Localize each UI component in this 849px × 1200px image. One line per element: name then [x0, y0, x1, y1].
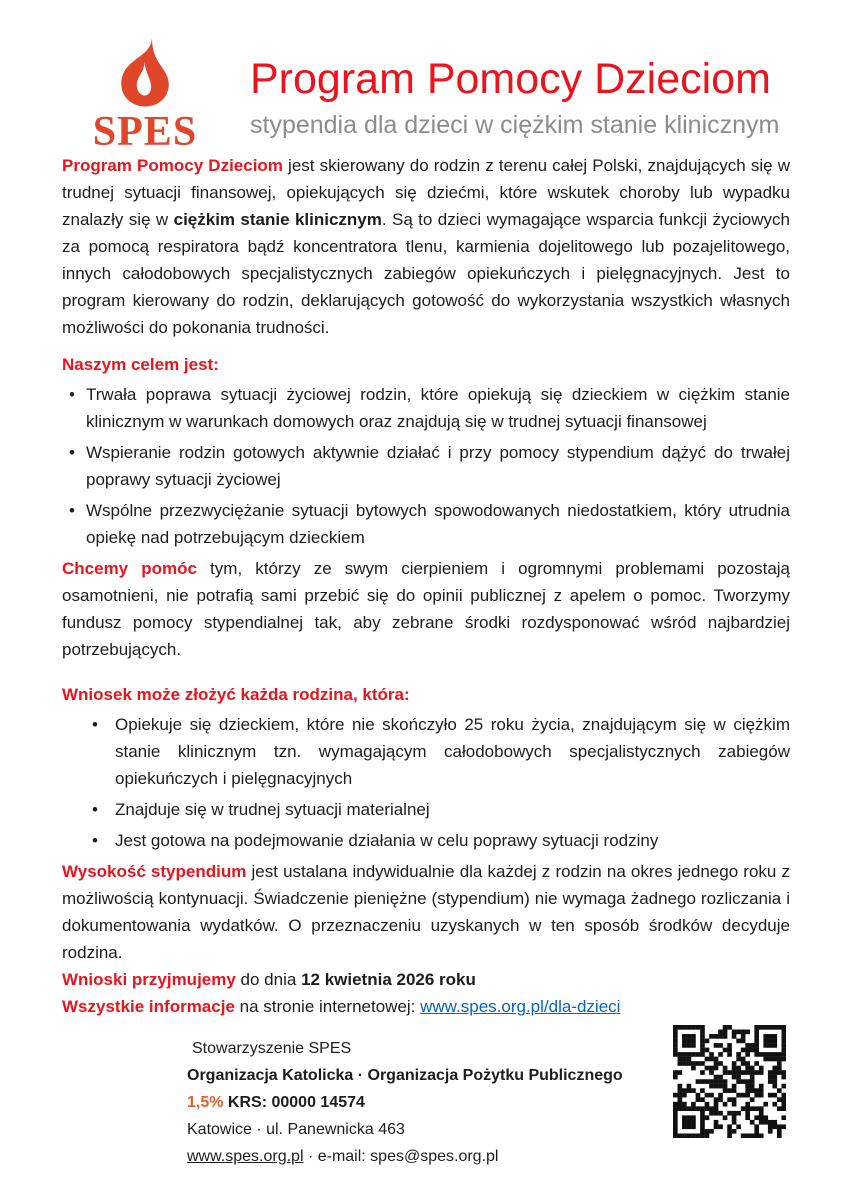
page-subtitle: stypendia dla dzieci w ciężkim stanie klinicznym	[250, 111, 780, 139]
scholarship-lead: Wysokość stypendium	[62, 862, 247, 881]
header	[62, 38, 790, 155]
section-heading-application: Wniosek może złożyć każda rodzina, która:	[62, 685, 410, 704]
qr-code	[673, 1025, 786, 1138]
scholarship-paragraph	[62, 858, 790, 966]
application-list-item: • Jest gotowa na podejmowanie działania w celu poprawy sytuacji rodziny	[62, 827, 790, 854]
footer-krs: KRS: 00000 14574	[223, 1094, 365, 1111]
deadline-line	[62, 966, 790, 993]
flame-icon	[75, 38, 215, 110]
page-title: Program Pomocy Dzieciom	[250, 55, 771, 103]
footer-email: spes@spes.org.pl	[370, 1148, 499, 1165]
goals-list-item: • Trwała poprawa sytuacji życiowej rodzin, które opiekują się dzieckiem w ciężkim stanie klinicznym w warunkach domowych oraz znajdują się w trudnej sytuacji finansowej	[62, 381, 790, 435]
website-link[interactable]: www.spes.org.pl/dla-dzieci	[420, 997, 621, 1016]
info-line	[62, 993, 790, 1020]
application-list-item: • Opiekuje się dzieckiem, które nie skończyło 25 roku życia, znajdującym się w ciężkim stanie klinicznym tzn. wymagającym całodobowych specjalistycznych zabiegów opiekuńczych i pielęgnacyjnych	[62, 711, 790, 792]
deadline-date: 12 kwietnia 2026 roku	[301, 970, 476, 989]
footer-address: Katowice · ul. Panewnicka 463	[187, 1121, 405, 1138]
info-lead: Wszystkie informacje	[62, 997, 235, 1016]
help-lead: Chcemy pomóc	[62, 559, 197, 578]
intro-text-2: . Są to dzieci wymagające wsparcia funkcji życiowych za pomocą respiratora bądź koncentratora tlenu, karmienia dojelitowego lub pozajelitowego, innych całodobowych specjalistycznych zabiegów opiekuńczych i pielęgnacyjnych. Jest to program kierowany do rodzin, deklarujących gotowość do wykorzystania wszystkich własnych możliwości do pokonania trudności.	[62, 210, 790, 337]
intro-bold: ciężkim stanie klinicznym	[173, 210, 382, 229]
intro-text-1: jest skierowany do rodzin z terenu całej Polski, znajdujących się w trudnej sytuacji finansowej, opiekujących się dziećmi, które wskutek choroby lub wypadku znalazły się w	[62, 156, 790, 229]
application-list-item: • Znajduje się w trudnej sytuacji materialnej	[62, 796, 790, 823]
footer-contact-line	[187, 1143, 790, 1170]
help-paragraph	[62, 555, 790, 663]
goals-list-item: • Wspieranie rodzin gotowych aktywnie działać i przy pomocy stypendium dążyć do trwałej poprawy sytuacji życiowej	[62, 439, 790, 493]
application-list	[62, 711, 790, 854]
footer	[62, 1035, 790, 1170]
title-block	[250, 38, 779, 140]
intro-paragraph	[62, 152, 790, 341]
deadline-mid: do dnia	[235, 970, 302, 989]
help-text: tym, którzy ze swym cierpieniem i ogromnymi problemami pozostają osamotnieni, nie potrafią sami przebić się do opinii publicznej z apelem o pomoc. Tworzymy fundusz pomocy stypendialnej tak, aby zebrane środki rozdysponować wśród najbardziej potrzebujących.	[62, 559, 790, 659]
footer-percent: 1,5%	[187, 1094, 224, 1111]
footer-org-name: Stowarzyszenie SPES	[192, 1040, 352, 1057]
info-mid: na stronie internetowej:	[234, 997, 421, 1016]
footer-org-type: Organizacja Katolicka · Organizacja Pożytku Publicznego	[187, 1067, 623, 1084]
intro-lead: Program Pomocy Dzieciom	[62, 156, 283, 175]
goals-list	[62, 381, 790, 551]
footer-email-label: · e-mail:	[303, 1148, 371, 1165]
goals-list-item: • Wspólne przezwyciężanie sytuacji bytowych spowodowanych niedostatkiem, który utrudnia opiekę nad potrzebującym dzieckiem	[62, 497, 790, 551]
document-body	[62, 152, 790, 1020]
section-heading-goals: Naszym celem jest:	[62, 355, 219, 374]
footer-website-link[interactable]: www.spes.org.pl	[187, 1148, 304, 1165]
logo-wordmark: SPES	[92, 109, 198, 155]
scholarship-text: jest ustalana indywidualnie dla każdej z rodzin na okres jednego roku z możliwością kontynuacji. Świadczenie pieniężne (stypendium) nie wymaga żadnego rozliczania i dokumentowania wydatków. O przeznaczeniu uzyskanych w ten sposób środków decyduje rodzina.	[62, 862, 791, 962]
deadline-lead: Wnioski przyjmujemy	[62, 970, 236, 989]
spes-logo	[75, 38, 215, 155]
